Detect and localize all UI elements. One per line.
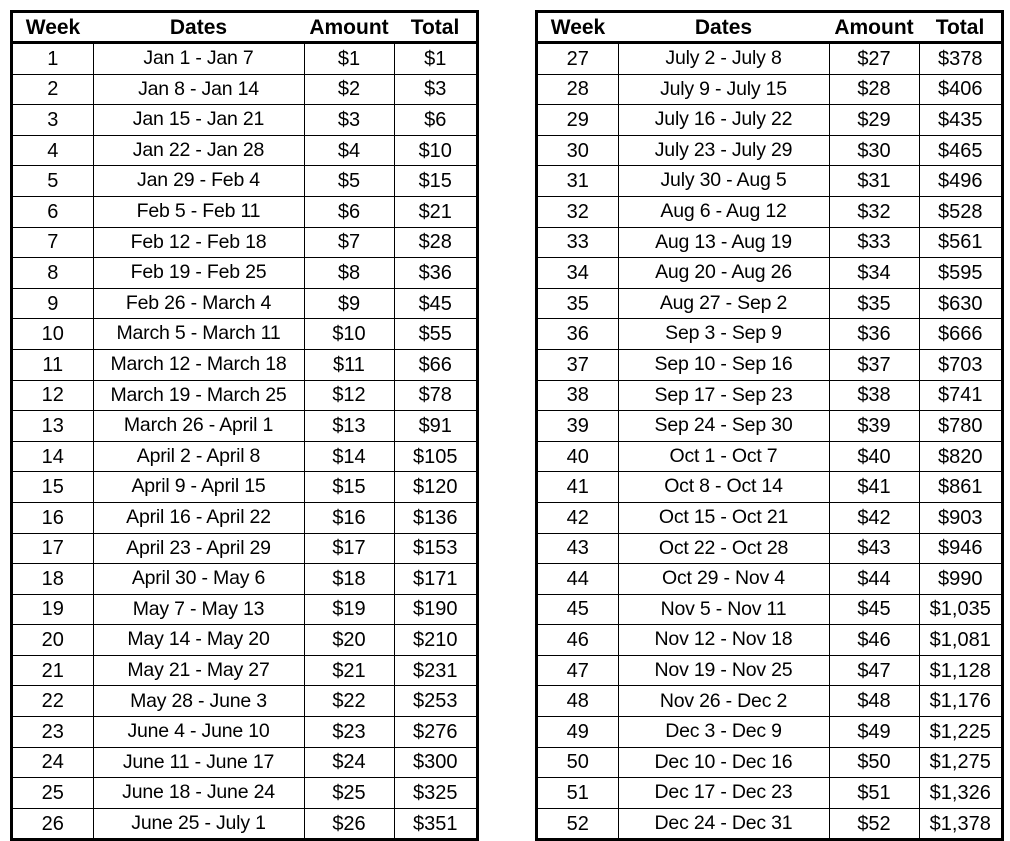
table-row [538, 105, 1001, 136]
total-cell: $1,176 [919, 686, 1001, 717]
amount-cell: $10 [304, 319, 394, 350]
week-cell: 38 [538, 380, 618, 411]
dates-cell: Sep 3 - Sep 9 [618, 319, 829, 350]
amount-cell: $21 [304, 655, 394, 686]
week-cell: 5 [13, 166, 93, 197]
table-row [538, 655, 1001, 686]
week-cell: 45 [538, 594, 618, 625]
week-cell: 44 [538, 564, 618, 595]
amount-cell: $36 [829, 319, 919, 350]
table-row [538, 564, 1001, 595]
total-cell: $630 [919, 288, 1001, 319]
week-cell: 10 [13, 319, 93, 350]
amount-cell: $19 [304, 594, 394, 625]
week-cell: 39 [538, 411, 618, 442]
total-header: Total [394, 13, 476, 43]
amount-header: Amount [304, 13, 394, 43]
amount-cell: $30 [829, 135, 919, 166]
dates-header: Dates [93, 13, 304, 43]
dates-cell: Jan 29 - Feb 4 [93, 166, 304, 197]
dates-cell: Dec 3 - Dec 9 [618, 717, 829, 748]
total-cell: $91 [394, 411, 476, 442]
table-row [13, 441, 476, 472]
total-cell: $595 [919, 258, 1001, 289]
week-cell: 18 [13, 564, 93, 595]
table-row [538, 349, 1001, 380]
amount-cell: $16 [304, 502, 394, 533]
week-cell: 13 [13, 411, 93, 442]
total-cell: $10 [394, 135, 476, 166]
right-table-body [538, 43, 1001, 839]
week-cell: 20 [13, 625, 93, 656]
table-row [13, 258, 476, 289]
amount-cell: $41 [829, 472, 919, 503]
table-row [538, 441, 1001, 472]
table-row [13, 533, 476, 564]
dates-cell: Nov 5 - Nov 11 [618, 594, 829, 625]
table-row [538, 166, 1001, 197]
total-cell: $1,128 [919, 655, 1001, 686]
total-cell: $465 [919, 135, 1001, 166]
dates-cell: Oct 8 - Oct 14 [618, 472, 829, 503]
table-row [13, 808, 476, 838]
dates-cell: Nov 12 - Nov 18 [618, 625, 829, 656]
total-cell: $1 [394, 43, 476, 75]
table-row [538, 533, 1001, 564]
dates-cell: Feb 5 - Feb 11 [93, 196, 304, 227]
total-cell: $666 [919, 319, 1001, 350]
dates-cell: March 26 - April 1 [93, 411, 304, 442]
amount-cell: $32 [829, 196, 919, 227]
week-cell: 3 [13, 105, 93, 136]
week-cell: 34 [538, 258, 618, 289]
dates-cell: April 9 - April 15 [93, 472, 304, 503]
week-cell: 23 [13, 717, 93, 748]
table-row [538, 625, 1001, 656]
amount-cell: $49 [829, 717, 919, 748]
total-cell: $861 [919, 472, 1001, 503]
week-cell: 25 [13, 778, 93, 809]
table-row [538, 717, 1001, 748]
table-row [13, 472, 476, 503]
dates-cell: June 25 - July 1 [93, 808, 304, 838]
week-cell: 7 [13, 227, 93, 258]
dates-cell: Feb 12 - Feb 18 [93, 227, 304, 258]
week-cell: 33 [538, 227, 618, 258]
total-header: Total [919, 13, 1001, 43]
dates-cell: July 23 - July 29 [618, 135, 829, 166]
week-cell: 31 [538, 166, 618, 197]
week-cell: 47 [538, 655, 618, 686]
total-cell: $780 [919, 411, 1001, 442]
amount-cell: $27 [829, 43, 919, 75]
total-cell: $1,378 [919, 808, 1001, 838]
amount-cell: $37 [829, 349, 919, 380]
table-row [538, 258, 1001, 289]
amount-cell: $26 [304, 808, 394, 838]
total-cell: $136 [394, 502, 476, 533]
total-cell: $903 [919, 502, 1001, 533]
amount-cell: $47 [829, 655, 919, 686]
dates-cell: Aug 13 - Aug 19 [618, 227, 829, 258]
week-cell: 50 [538, 747, 618, 778]
dates-cell: Jan 1 - Jan 7 [93, 43, 304, 75]
week-cell: 15 [13, 472, 93, 503]
table-row [13, 411, 476, 442]
dates-cell: Sep 10 - Sep 16 [618, 349, 829, 380]
dates-cell: Oct 15 - Oct 21 [618, 502, 829, 533]
table-row [13, 380, 476, 411]
amount-cell: $6 [304, 196, 394, 227]
table-row [538, 288, 1001, 319]
week-cell: 35 [538, 288, 618, 319]
amount-cell: $12 [304, 380, 394, 411]
amount-cell: $15 [304, 472, 394, 503]
amount-cell: $45 [829, 594, 919, 625]
table-row [13, 655, 476, 686]
total-cell: $153 [394, 533, 476, 564]
amount-cell: $42 [829, 502, 919, 533]
amount-cell: $48 [829, 686, 919, 717]
total-cell: $1,225 [919, 717, 1001, 748]
dates-cell: Nov 26 - Dec 2 [618, 686, 829, 717]
dates-cell: Aug 20 - Aug 26 [618, 258, 829, 289]
table-row [538, 380, 1001, 411]
table-row [13, 105, 476, 136]
total-cell: $210 [394, 625, 476, 656]
amount-header: Amount [829, 13, 919, 43]
total-cell: $325 [394, 778, 476, 809]
amount-cell: $3 [304, 105, 394, 136]
total-cell: $171 [394, 564, 476, 595]
total-cell: $231 [394, 655, 476, 686]
dates-cell: Sep 24 - Sep 30 [618, 411, 829, 442]
dates-cell: Jan 22 - Jan 28 [93, 135, 304, 166]
dates-cell: April 30 - May 6 [93, 564, 304, 595]
header-row [13, 13, 476, 43]
total-cell: $120 [394, 472, 476, 503]
week-cell: 11 [13, 349, 93, 380]
amount-cell: $39 [829, 411, 919, 442]
total-cell: $990 [919, 564, 1001, 595]
week-cell: 19 [13, 594, 93, 625]
table-row [13, 319, 476, 350]
week-cell: 26 [13, 808, 93, 838]
table-row [538, 319, 1001, 350]
dates-cell: Feb 26 - March 4 [93, 288, 304, 319]
dates-cell: April 2 - April 8 [93, 441, 304, 472]
amount-cell: $35 [829, 288, 919, 319]
week-cell: 36 [538, 319, 618, 350]
amount-cell: $52 [829, 808, 919, 838]
table-row [13, 686, 476, 717]
dates-cell: June 18 - June 24 [93, 778, 304, 809]
total-cell: $15 [394, 166, 476, 197]
amount-cell: $8 [304, 258, 394, 289]
total-cell: $561 [919, 227, 1001, 258]
total-cell: $946 [919, 533, 1001, 564]
total-cell: $253 [394, 686, 476, 717]
dates-cell: Jan 8 - Jan 14 [93, 74, 304, 105]
week-cell: 42 [538, 502, 618, 533]
amount-cell: $51 [829, 778, 919, 809]
dates-cell: April 23 - April 29 [93, 533, 304, 564]
weeks-1-26-table [13, 13, 476, 838]
week-cell: 16 [13, 502, 93, 533]
week-cell: 28 [538, 74, 618, 105]
dates-cell: June 11 - June 17 [93, 747, 304, 778]
total-cell: $66 [394, 349, 476, 380]
amount-cell: $25 [304, 778, 394, 809]
dates-cell: Oct 22 - Oct 28 [618, 533, 829, 564]
week-cell: 4 [13, 135, 93, 166]
week-cell: 40 [538, 441, 618, 472]
table-row [13, 717, 476, 748]
total-cell: $276 [394, 717, 476, 748]
week-header: Week [13, 13, 93, 43]
dates-cell: March 12 - March 18 [93, 349, 304, 380]
week-cell: 27 [566, 47, 589, 70]
left-table-body [13, 43, 476, 839]
table-row [538, 472, 1001, 503]
table-row [538, 196, 1001, 227]
amount-cell: $14 [304, 441, 394, 472]
dates-cell: Oct 29 - Nov 4 [618, 564, 829, 595]
table-row [538, 808, 1001, 838]
amount-cell: $20 [304, 625, 394, 656]
amount-cell: $34 [829, 258, 919, 289]
week-cell: 22 [13, 686, 93, 717]
table-row [13, 502, 476, 533]
table-row [538, 227, 1001, 258]
dates-cell: Aug 27 - Sep 2 [618, 288, 829, 319]
week-cell: 32 [538, 196, 618, 227]
total-cell: $820 [919, 441, 1001, 472]
week-cell: 2 [13, 74, 93, 105]
dates-cell: July 9 - July 15 [618, 74, 829, 105]
amount-cell: $18 [304, 564, 394, 595]
total-cell: $105 [394, 441, 476, 472]
week-cell: 12 [13, 380, 93, 411]
table-row [13, 288, 476, 319]
amount-cell: $9 [304, 288, 394, 319]
savings-table-left [10, 10, 479, 841]
week-cell: 21 [13, 655, 93, 686]
week-cell: 51 [538, 778, 618, 809]
table-row [538, 74, 1001, 105]
table-row [13, 166, 476, 197]
dates-cell: March 19 - March 25 [93, 380, 304, 411]
total-cell: $45 [394, 288, 476, 319]
total-cell: $741 [919, 380, 1001, 411]
table-row [13, 747, 476, 778]
week-cell: 43 [538, 533, 618, 564]
total-cell: $190 [394, 594, 476, 625]
table-row [538, 594, 1001, 625]
total-cell: $378 [919, 43, 1001, 75]
total-cell: $6 [394, 105, 476, 136]
amount-cell: $46 [829, 625, 919, 656]
total-cell: $703 [919, 349, 1001, 380]
savings-table-right [535, 10, 1004, 841]
dates-cell: May 28 - June 3 [93, 686, 304, 717]
week-cell: 14 [13, 441, 93, 472]
table-row [538, 778, 1001, 809]
dates-cell: Dec 10 - Dec 16 [618, 747, 829, 778]
total-cell: $300 [394, 747, 476, 778]
dates-cell: May 14 - May 20 [93, 625, 304, 656]
dates-cell: May 21 - May 27 [93, 655, 304, 686]
week-cell: 9 [13, 288, 93, 319]
week-cell: 17 [13, 533, 93, 564]
amount-cell: $11 [304, 349, 394, 380]
amount-cell: $29 [829, 105, 919, 136]
amount-cell: $22 [304, 686, 394, 717]
amount-cell: $50 [829, 747, 919, 778]
dates-cell: Dec 24 - Dec 31 [618, 808, 829, 838]
week-cell: 1 [47, 47, 59, 70]
total-cell: $1,326 [919, 778, 1001, 809]
amount-cell: $1 [304, 43, 394, 75]
week-cell: 37 [538, 349, 618, 380]
amount-cell: $17 [304, 533, 394, 564]
dates-cell: April 16 - April 22 [93, 502, 304, 533]
total-cell: $21 [394, 196, 476, 227]
dates-cell: June 4 - June 10 [93, 717, 304, 748]
total-cell: $28 [394, 227, 476, 258]
amount-cell: $31 [829, 166, 919, 197]
amount-cell: $28 [829, 74, 919, 105]
total-cell: $3 [394, 74, 476, 105]
amount-cell: $2 [304, 74, 394, 105]
header-row [538, 13, 1001, 43]
amount-cell: $24 [304, 747, 394, 778]
table-row [13, 43, 476, 75]
amount-cell: $44 [829, 564, 919, 595]
table-row [538, 747, 1001, 778]
amount-cell: $38 [829, 380, 919, 411]
total-cell: $1,275 [919, 747, 1001, 778]
table-row [538, 686, 1001, 717]
amount-cell: $5 [304, 166, 394, 197]
table-row [13, 196, 476, 227]
amount-cell: $33 [829, 227, 919, 258]
week-cell: 46 [538, 625, 618, 656]
total-cell: $351 [394, 808, 476, 838]
dates-cell: Oct 1 - Oct 7 [618, 441, 829, 472]
table-row [13, 349, 476, 380]
amount-cell: $23 [304, 717, 394, 748]
dates-cell: July 16 - July 22 [618, 105, 829, 136]
dates-cell: July 2 - July 8 [618, 43, 829, 75]
amount-cell: $43 [829, 533, 919, 564]
dates-cell: Nov 19 - Nov 25 [618, 655, 829, 686]
total-cell: $435 [919, 105, 1001, 136]
table-row [13, 564, 476, 595]
table-row [538, 43, 1001, 75]
total-cell: $496 [919, 166, 1001, 197]
week-cell: 6 [13, 196, 93, 227]
week-cell: 24 [13, 747, 93, 778]
total-cell: $55 [394, 319, 476, 350]
table-row [13, 594, 476, 625]
total-cell: $36 [394, 258, 476, 289]
table-row [13, 625, 476, 656]
dates-cell: July 30 - Aug 5 [618, 166, 829, 197]
dates-cell: Sep 17 - Sep 23 [618, 380, 829, 411]
table-row [538, 502, 1001, 533]
table-row [13, 227, 476, 258]
weeks-27-52-table [538, 13, 1001, 838]
dates-cell: Jan 15 - Jan 21 [93, 105, 304, 136]
dates-cell: Aug 6 - Aug 12 [618, 196, 829, 227]
dates-cell: Feb 19 - Feb 25 [93, 258, 304, 289]
week-cell: 30 [538, 135, 618, 166]
amount-cell: $13 [304, 411, 394, 442]
week-cell: 29 [538, 105, 618, 136]
amount-cell: $7 [304, 227, 394, 258]
total-cell: $78 [394, 380, 476, 411]
week-cell: 8 [13, 258, 93, 289]
table-row [13, 74, 476, 105]
total-cell: $406 [919, 74, 1001, 105]
amount-cell: $4 [304, 135, 394, 166]
dates-cell: March 5 - March 11 [93, 319, 304, 350]
total-cell: $1,035 [919, 594, 1001, 625]
week-header: Week [538, 13, 618, 43]
table-row [13, 135, 476, 166]
total-cell: $1,081 [919, 625, 1001, 656]
week-cell: 49 [538, 717, 618, 748]
week-cell: 52 [538, 808, 618, 838]
table-row [13, 778, 476, 809]
dates-cell: Dec 17 - Dec 23 [618, 778, 829, 809]
table-row [538, 135, 1001, 166]
amount-cell: $40 [829, 441, 919, 472]
dates-header: Dates [618, 13, 829, 43]
week-cell: 41 [538, 472, 618, 503]
table-row [538, 411, 1001, 442]
dates-cell: May 7 - May 13 [93, 594, 304, 625]
total-cell: $528 [919, 196, 1001, 227]
week-cell: 48 [538, 686, 618, 717]
